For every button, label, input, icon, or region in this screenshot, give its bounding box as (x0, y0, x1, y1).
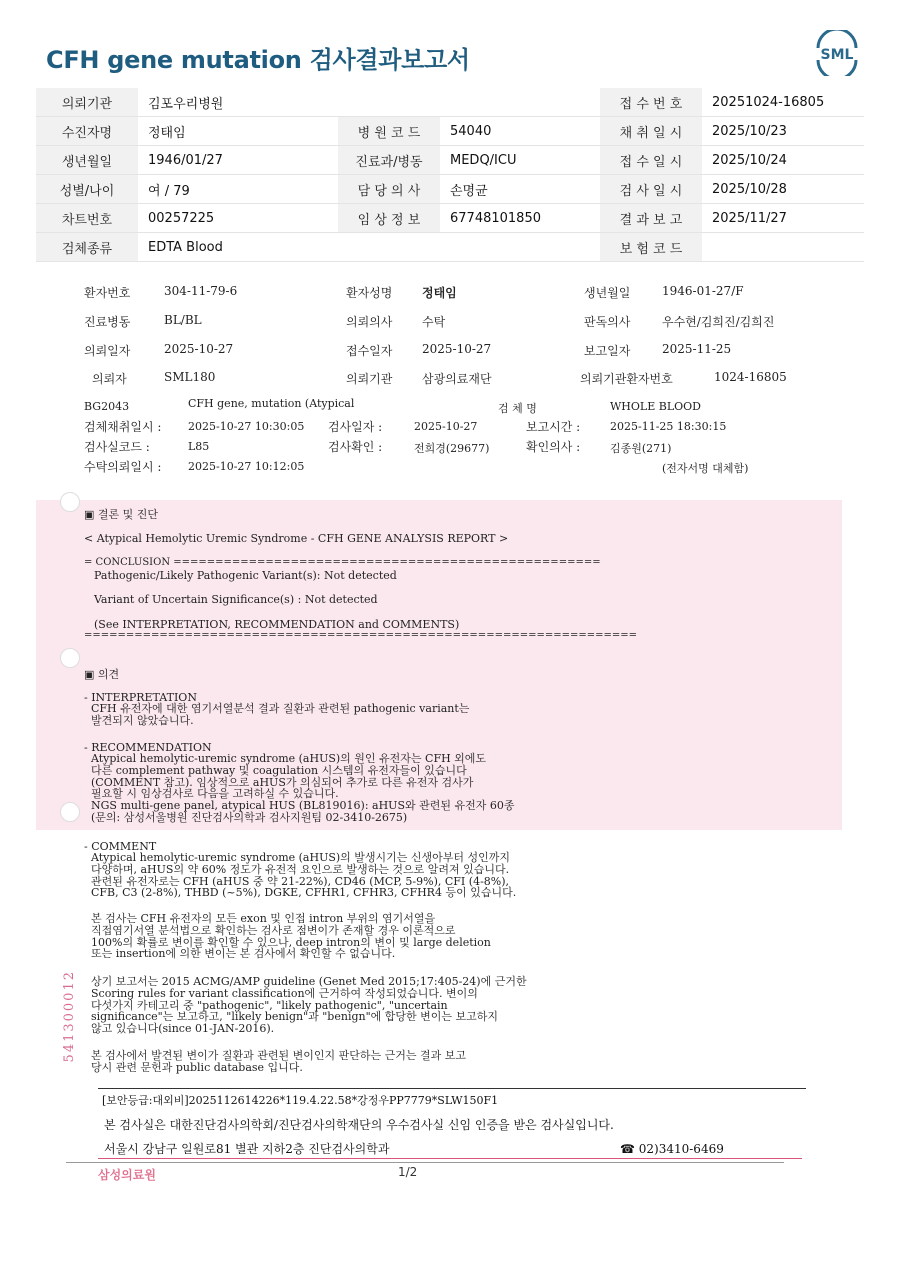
value: 우수현/김희진/김희진 (662, 315, 775, 329)
info-row (36, 175, 864, 204)
field-label: 채 취 일 시 (600, 117, 702, 146)
value: 수탁 (422, 315, 446, 329)
label: 검사확인 : (328, 440, 383, 454)
hospital-brand: 삼성의료원 (98, 1168, 156, 1182)
field-value: 20251024-16805 (702, 88, 864, 117)
label: 의뢰기관 (346, 372, 393, 386)
comment-text: 본 검사는 CFH 유전자의 모든 exon 및 인접 intron 부위의 염기서열을 직접염기서열 분석법으로 확인하는 검사로 점변이가 존재할 경우 이론적으로 100%의 확률로 변이를 확인할 수 있으나, deep intron의 변이 및 large deletion 또는 insertion에 의한 변이는 본 검사에서 확인할 수 없습니다. (90, 912, 491, 961)
page-number: 1/2 (398, 1165, 418, 1179)
value: WHOLE BLOOD (610, 400, 701, 413)
logo-text: SML (820, 47, 854, 63)
field-value: 67748101850 (440, 204, 600, 233)
value: 1024-16805 (714, 370, 787, 384)
label: 검체채취일시 : (84, 420, 162, 434)
field-value (702, 233, 864, 262)
value: 정태임 (422, 286, 457, 300)
value: 1946-01-27/F (662, 284, 744, 298)
conclusion-bar: ================================================================== (84, 630, 638, 641)
field-value: 2025/11/27 (702, 204, 864, 233)
info-row (36, 88, 864, 117)
field-value: 54040 (440, 117, 600, 146)
field-value (440, 88, 600, 117)
field-value: 2025/10/28 (702, 175, 864, 204)
scanned-report (0, 270, 900, 1200)
label: 수탁의뢰일시 : (84, 460, 162, 474)
field-label: 검체종류 (36, 233, 138, 262)
value: 2025-10-27 (422, 342, 492, 356)
patient-info-table (36, 88, 864, 262)
field-label: 진료과/병동 (338, 146, 440, 175)
report-subtitle: < Atypical Hemolytic Uremic Syndrome - CFH GENE ANALYSIS REPORT > (84, 532, 509, 545)
field-label: 생년월일 (36, 146, 138, 175)
conclusion-heading: ▣ 결론 및 진단 (84, 508, 159, 521)
label: 의뢰자 (92, 372, 127, 386)
test-code: BG2043 (84, 400, 130, 413)
field-value: 2025/10/24 (702, 146, 864, 175)
label: 의뢰일자 (84, 344, 131, 358)
label: 접수일자 (346, 344, 393, 358)
report-title: CFH gene mutation 검사결과보고서 (46, 46, 470, 74)
value: SML180 (164, 370, 216, 384)
label: 생년월일 (584, 286, 631, 300)
conclusion-line: (See INTERPRETATION, RECOMMENDATION and COMMENTS) (94, 618, 460, 631)
info-row (36, 233, 864, 262)
section-title: - RECOMMENDATION (84, 741, 212, 754)
opinion-heading: ▣ 의견 (84, 668, 120, 681)
field-label: 보 험 코 드 (600, 233, 702, 262)
label: 판독의사 (584, 315, 631, 329)
field-value: 정태임 (138, 117, 338, 146)
divider (98, 1158, 802, 1159)
value: 삼광의료재단 (422, 372, 492, 386)
conclusion-bar: = CONCLUSION =================================================== (84, 557, 601, 568)
recommendation-text: Atypical hemolytic-uremic syndrome (aHUS)의 원인 유전자는 CFH 외에도 다른 complement pathway 및 coagulation 시스템의 유전자들이 있습니다 (COMMENT 참고). 임상적으로 aHUS가 의심되어 추가로 다른 유전자 검사가 필요할 시 임상검사로 다음을 고려하실 수 있습니다. NGS multi-gene panel, atypical HUS (BL819016): aHUS와 관련된 유전자 60종 (문의: 삼성서울병원 진단검사의학과 검사지원팀 02-3410-2675) (90, 752, 515, 824)
value: 2025-11-25 18:30:15 (610, 420, 727, 433)
field-label (338, 233, 440, 262)
value: 김종원(271) (610, 442, 672, 455)
side-serial-number: 541300012 (62, 970, 77, 1063)
label: 환자성명 (346, 286, 393, 300)
field-label: 담 당 의 사 (338, 175, 440, 204)
label: 진료병동 (84, 315, 131, 329)
section-title: - INTERPRETATION (84, 691, 197, 704)
divider (98, 1088, 806, 1089)
label: 환자번호 (84, 286, 131, 300)
conclusion-line: Pathogenic/Likely Pathogenic Variant(s): Not detected (94, 569, 397, 582)
info-row (36, 146, 864, 175)
value: BL/BL (164, 313, 202, 327)
value: 2025-11-25 (662, 342, 732, 356)
field-value: 1946/01/27 (138, 146, 338, 175)
label: 보고시간 : (526, 420, 581, 434)
field-label (338, 88, 440, 117)
field-label: 결 과 보 고 (600, 204, 702, 233)
section-title: - COMMENT (84, 840, 157, 853)
lab-address: 서울시 강남구 일원로81 별관 지하2층 진단검사의학과 (104, 1142, 390, 1156)
security-line: [보안등급:대외비]2025112614226*119.4.22.58*강정우PP7779*SLW150F1 (102, 1094, 499, 1107)
field-value: MEDQ/ICU (440, 146, 600, 175)
field-label: 차트번호 (36, 204, 138, 233)
value: L85 (188, 440, 210, 453)
field-label: 병 원 코 드 (338, 117, 440, 146)
lab-phone: ☎ 02)3410-6469 (620, 1142, 724, 1156)
label: 보고일자 (584, 344, 631, 358)
comment-text: Atypical hemolytic-uremic syndrome (aHUS)의 발생시기는 신생아부터 성인까지 다양하며, aHUS의 약 60% 정도가 유전적 요인으로 발생하는 것으로 알려져 있습니다. 관련된 유전자로는 CFH (aHUS 중 약 21-22%), CD46 (MCP, 5-9%), CFI (4-8%), CFB, C3 (2-8%), THBD (~5%), DGKE, CFHR1, CFHR3, CFHR4 등이 있습니다. (90, 851, 517, 900)
field-label: 임 상 정 보 (338, 204, 440, 233)
field-label: 접 수 번 호 (600, 88, 702, 117)
field-label: 수진자명 (36, 117, 138, 146)
field-label: 검 사 일 시 (600, 175, 702, 204)
label: 검사실코드 : (84, 440, 150, 454)
field-label: 의뢰기관 (36, 88, 138, 117)
comment-text: 본 검사에서 발견된 변이가 질환과 관련된 변이인지 판단하는 근거는 결과 보고 당시 관련 문헌과 public database 입니다. (90, 1049, 466, 1074)
field-value: 00257225 (138, 204, 338, 233)
field-value: 여 / 79 (138, 175, 338, 204)
info-row (36, 204, 864, 233)
label: 의뢰의사 (346, 315, 393, 329)
field-value: EDTA Blood (138, 233, 338, 262)
value: 2025-10-27 10:12:05 (188, 460, 305, 473)
field-value: 김포우리병원 (138, 88, 338, 117)
esign-note: (전자서명 대체함) (662, 462, 749, 475)
interpretation-text: CFH 유전자에 대한 염기서열분석 결과 질환과 관련된 pathogenic variant는 발견되지 않았습니다. (90, 702, 470, 727)
field-label: 접 수 일 시 (600, 146, 702, 175)
value: 304-11-79-6 (164, 284, 238, 298)
divider (66, 1162, 784, 1163)
value: 2025-10-27 10:30:05 (188, 420, 305, 433)
value: 전희경(29677) (414, 442, 490, 455)
label: 검 체 명 (498, 402, 537, 415)
label: 의뢰기관환자번호 (580, 372, 673, 386)
field-value (440, 233, 600, 262)
label: 검사일자 : (328, 420, 383, 434)
sml-logo (812, 30, 862, 76)
comment-text: 상기 보고서는 2015 ACMG/AMP guideline (Genet Med 2015;17:405-24)에 근거한 Scoring rules for variant classification에 근거하여 작성되었습니다. 변이의 다섯가지 카테고리 중 "pathogenic", "likely pathogenic", "uncertain significance"는 보고하고, "likely benign"과 "benign"에 합당한 변이는 보고하지 않고 있습니다(since 01-JAN-2016). (90, 975, 527, 1036)
field-value: 2025/10/23 (702, 117, 864, 146)
label: 확인의사 : (526, 440, 581, 454)
field-label: 성별/나이 (36, 175, 138, 204)
value: 2025-10-27 (164, 342, 234, 356)
field-value: 손명균 (440, 175, 600, 204)
conclusion-line: Variant of Uncertain Significance(s) : Not detected (94, 593, 378, 606)
value: 2025-10-27 (414, 420, 478, 433)
test-name: CFH gene, mutation (Atypical (188, 397, 355, 410)
certification-text: 본 검사실은 대한진단검사의학회/진단검사의학재단의 우수검사실 신임 인증을 받은 검사실입니다. (104, 1118, 614, 1132)
info-row (36, 117, 864, 146)
